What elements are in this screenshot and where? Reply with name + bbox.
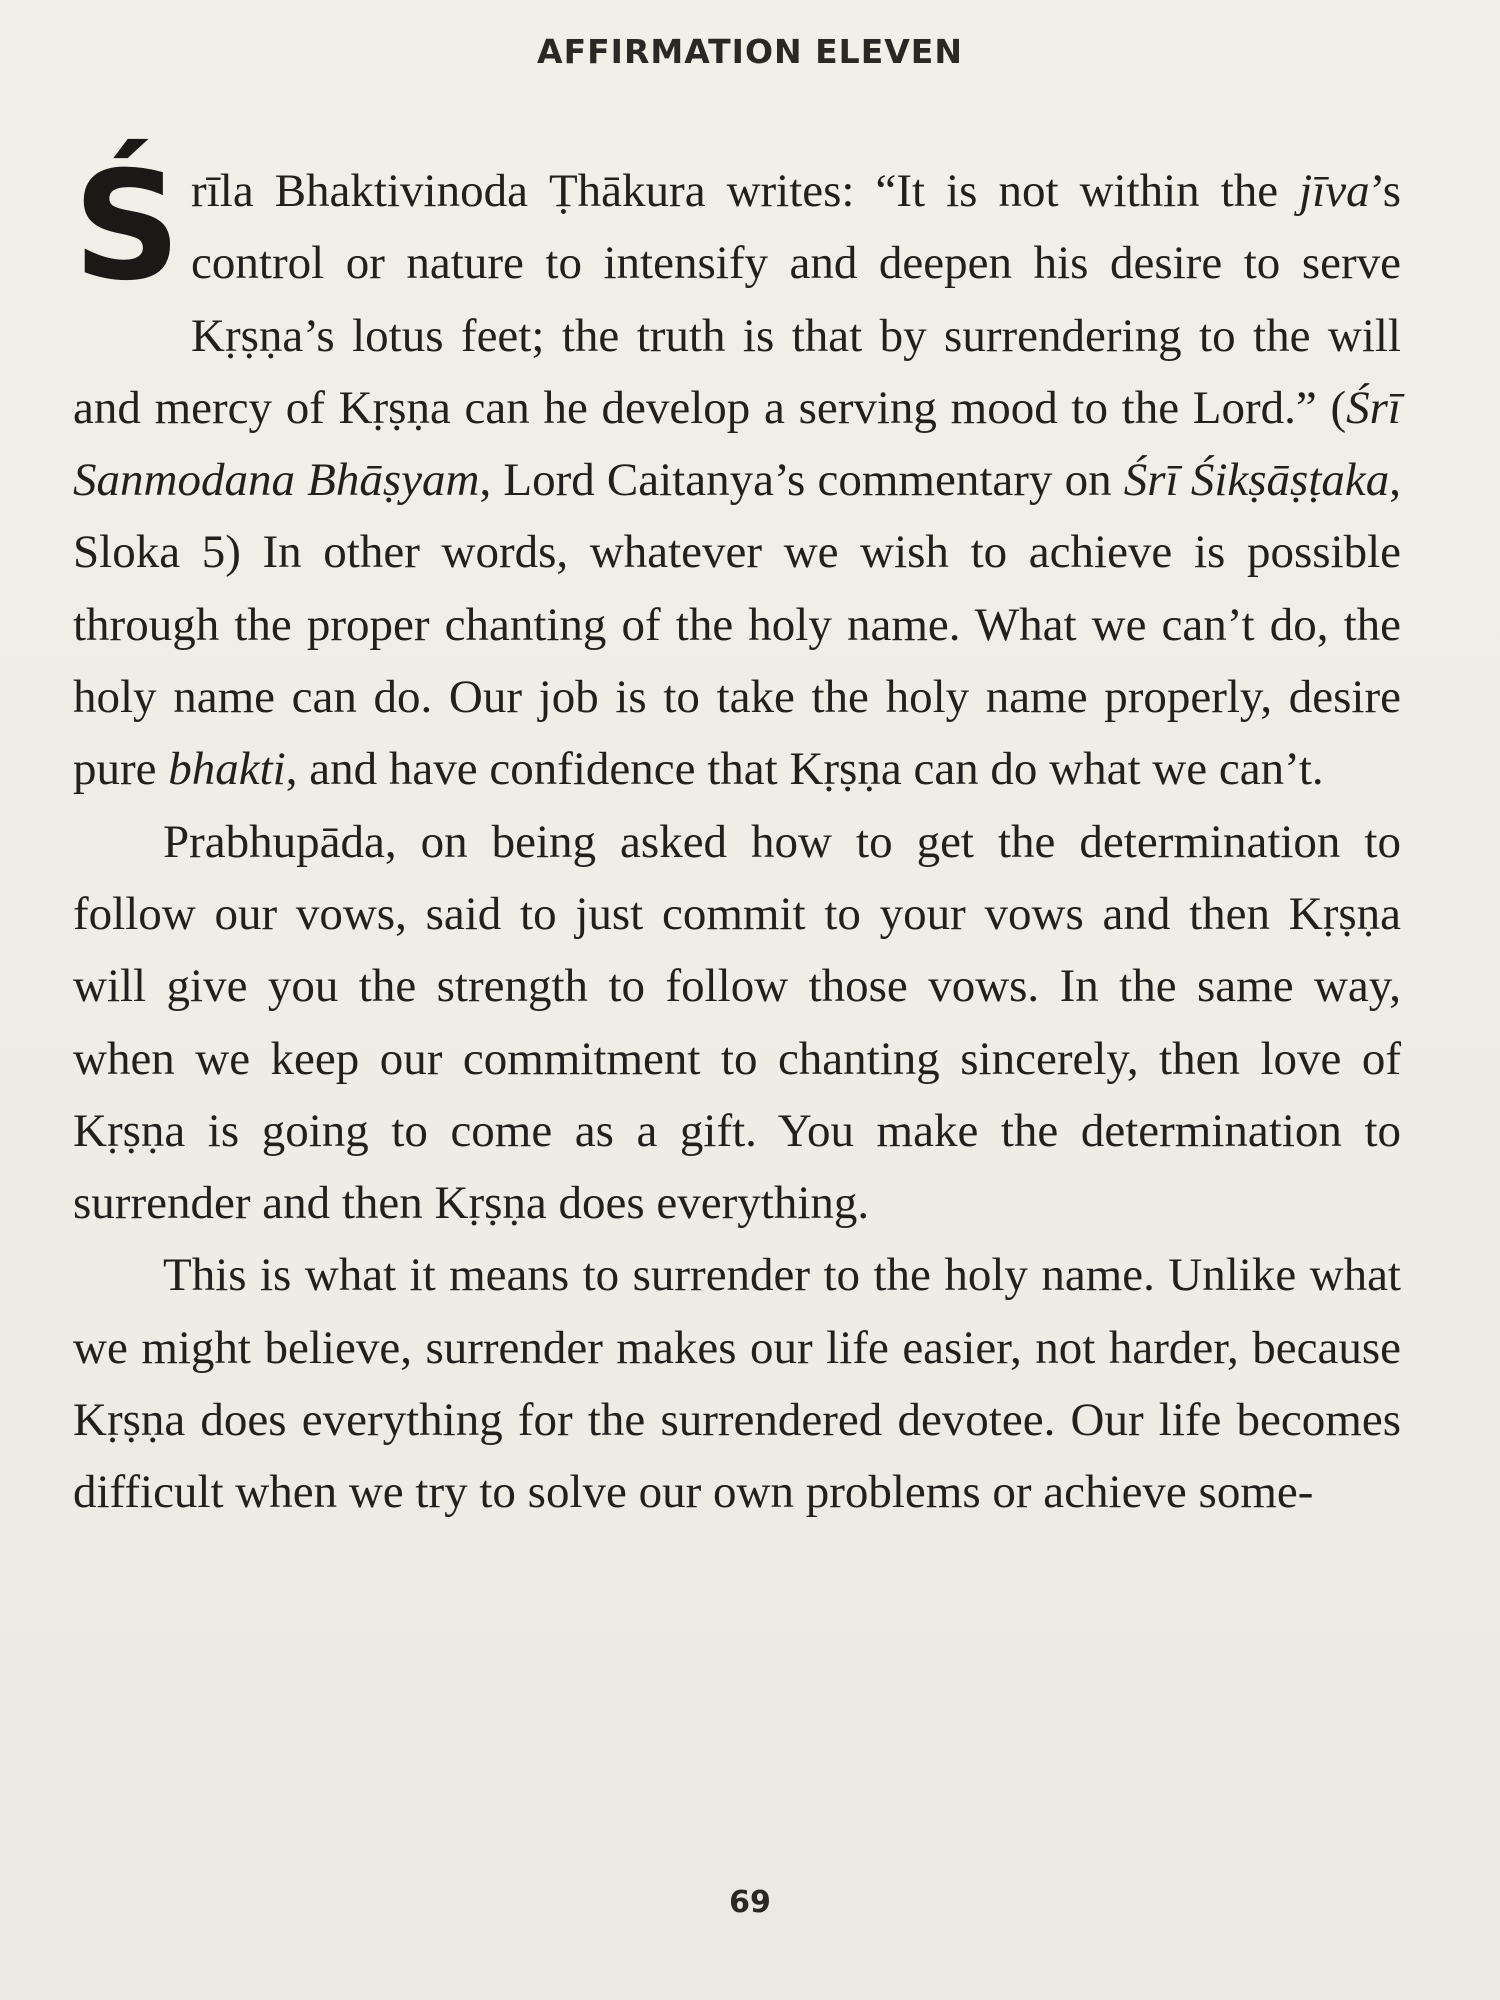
text-run: , Sloka 5) In other words, whatever we wish to achieve is possible through the proper chanting of the holy name. What we can’t do, the holy name can do. Our job is to take the holy name properly, desire pure xyxy=(73,454,1401,796)
paragraph-2 xyxy=(73,806,1401,1240)
text-run: Prabhupāda, on being asked how to get the determination to follow our vows, said to just commit to your vows and then Kṛṣṇa will give you the strength to follow those vows. In the same way, when we keep our commitment to chanting sincerely, then love of Kṛṣṇa is going to come as a gift. You make the determination to surrender and then Kṛṣṇa does everything. xyxy=(73,815,1401,1230)
text-run: This is what it means to surrender to the holy name. Unlike what we might believe, surrender makes our life easier, not harder, because Kṛṣṇa does everything for the surrendered devotee. Our life becomes difficult when we try to solve our own problems or achieve some- xyxy=(73,1249,1401,1519)
body-text xyxy=(73,140,1401,1529)
paragraph-3 xyxy=(73,1239,1401,1528)
italic-title: Śrī Śikṣāṣṭaka xyxy=(1123,454,1390,507)
italic-term: jīva xyxy=(1299,165,1370,217)
text-run: rīla Bhaktivinoda Ṭhākura writes: “It is not within the xyxy=(191,165,1300,217)
italic-term: bhakti xyxy=(168,743,286,796)
page-number: 69 xyxy=(729,1885,771,1920)
drop-cap: Ś xyxy=(73,140,182,314)
paragraph-1 xyxy=(73,140,1401,806)
italic-title: Śrī Sanmodana Bhāṣyam xyxy=(73,381,1401,507)
text-run: ’s control or nature to intensify and deepen his desire to serve Kṛṣṇa’s lotus feet; the truth is that by surrendering to the will and mercy of Kṛṣṇa can he develop a serving mood to the Lord.” ( xyxy=(73,165,1401,434)
running-head: AFFIRMATION ELEVEN xyxy=(537,32,963,71)
text-run: , Lord Caitanya’s commentary on xyxy=(479,454,1124,507)
text-run: , and have confidence that Kṛṣṇa can do what we can’t. xyxy=(285,743,1324,796)
